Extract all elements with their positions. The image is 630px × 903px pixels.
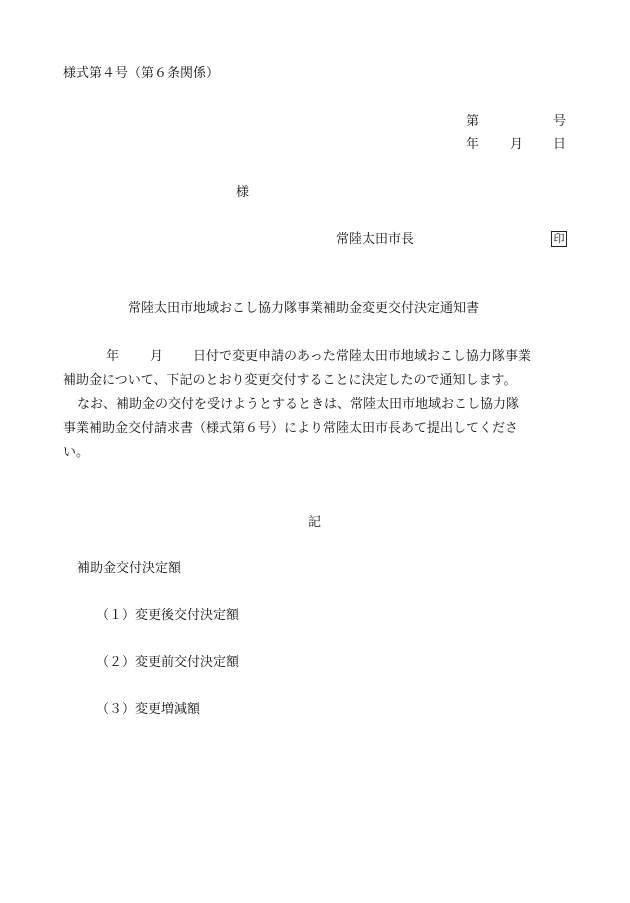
item-label: 変更前交付決定額 (135, 655, 240, 670)
doc-number-prefix: 第 (466, 114, 480, 129)
item-label: 変更増減額 (135, 702, 201, 717)
list-item (96, 654, 239, 672)
section-heading: 補助金交付決定額 (77, 561, 182, 576)
item-number: （１） (96, 608, 136, 623)
doc-number-suffix: 号 (553, 114, 567, 129)
date-day: 日 (553, 137, 567, 152)
document-title: 常陸太田市地域おこし協力隊事業補助金変更交付決定通知書 (128, 301, 480, 316)
issuer-name: 常陸太田市長 (336, 232, 415, 247)
addressee-suffix: 様 (236, 185, 250, 200)
item-number: （２） (96, 655, 136, 670)
body-line1-month: 月 (150, 349, 164, 364)
seal-char: 印 (553, 232, 565, 245)
item-label: 変更後交付決定額 (135, 608, 240, 623)
list-item (96, 607, 239, 625)
ki-heading: 記 (308, 515, 322, 530)
body-line4: 事業補助金交付請求書（様式第６号）により常陸太田市長あて提出してくださ (63, 421, 519, 436)
seal-mark (551, 231, 567, 247)
body-line1-rest: 日付で変更申請のあった常陸太田市地域おこし協力隊事業 (193, 349, 531, 364)
body-line3: なお、補助金の交付を受けようとするときは、常陸太田市地域おこし協力隊 (77, 397, 520, 412)
list-item (96, 701, 200, 719)
date-month: 月 (510, 137, 524, 152)
date-year: 年 (466, 137, 480, 152)
body-line5: い。 (63, 445, 90, 460)
body-line1-year: 年 (106, 349, 120, 364)
body-line2: 補助金について、下記のとおり変更交付することに決定したので通知します。 (63, 373, 517, 388)
item-number: （３） (96, 702, 136, 717)
form-number: 様式第４号（第６条関係） (63, 66, 220, 81)
